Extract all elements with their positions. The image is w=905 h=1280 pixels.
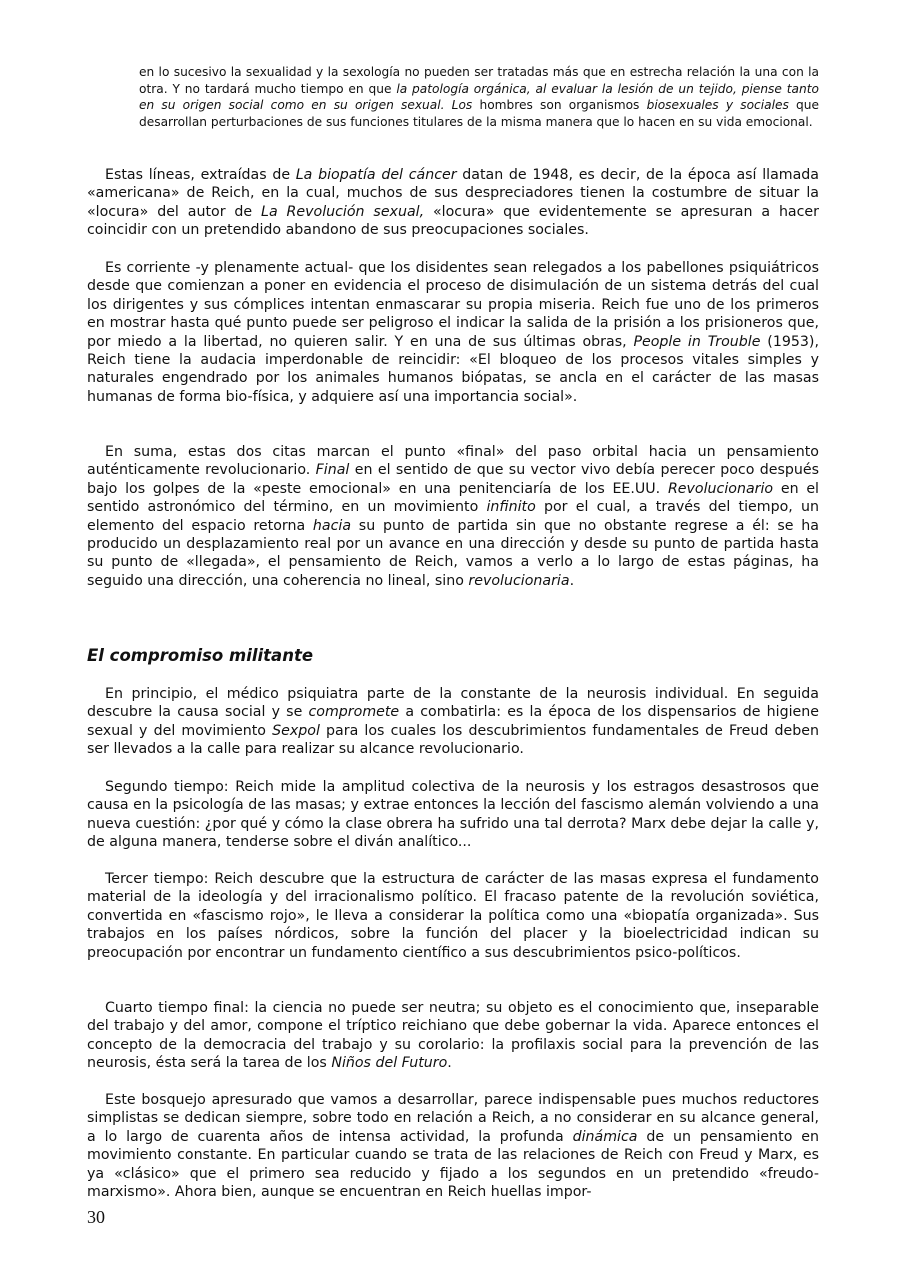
paragraph-text: de un pensamiento en movimiento constante. En particular cuando se trata de las relaciones de Reich con Freud y Marx, es ya «clásico» que el primero sea reducido y fijado a los segundos en un pretendido «freudo-marxismo». Ahora bien, aunque se encuentran en Reich huellas impor-	[87, 1128, 819, 1201]
block-quote	[139, 64, 819, 130]
paragraph-text: (1953), Reich tiene la audacia imperdonable de reincidir: «El bloqueo de los procesos vitales simples y naturales engendrado por los animales humanos biópatas, se ancla en el carácter de las masas humanas de forma bio-física, y adquiere así una importancia social».	[87, 333, 819, 405]
paragraph-text: en el sentido de que su vector vivo debía perecer poco después bajo los golpes de la «peste emocional» en una penitenciaría de los EE.UU.	[87, 462, 819, 497]
paragraph-text: Cuarto tiempo final: la ciencia no puede ser neutra; su objeto es el conocimiento que, inseparable del trabajo y del amor, compone el tríptico reichiano que debe gobernar la vida. Aparece entonces el concepto de la democracia del trabajo y su corolario: la profilaxis social para la prevención de las neurosis, ésta será la tarea de los	[87, 1000, 819, 1072]
paragraph-text: .	[447, 1055, 452, 1072]
paragraph-text: Segundo tiempo: Reich mide la amplitud colectiva de la neurosis y los estragos desastrosos que causa en la psicología de las masas; y extrae entonces la lección del fascismo alemán volviendo a una nueva cuestión: ¿por qué y cómo la clase obrera ha sufrido una tal derrota? Marx debe dejar la calle y, de alguna manera, tenderse sobre el diván analítico...	[87, 779, 819, 851]
italic-text: Niños del Futuro	[331, 1055, 448, 1072]
paragraph-3	[87, 443, 819, 590]
italic-text: Sexpol	[272, 722, 320, 739]
paragraph-1	[87, 166, 819, 240]
paragraph-text: Este bosquejo apresurado que vamos a desarrollar, parece indispensable pues muchos reductores simplistas se dedican siempre, sobre todo en relación a Reich, a no considerar en su alcance general, a lo largo de cuarenta años de intensa actividad, la profunda	[87, 1092, 819, 1145]
italic-text: hacia	[312, 517, 352, 534]
page-number: 30	[87, 1207, 105, 1227]
paragraph-text: Tercer tiempo: Reich descubre que la estructura de carácter de las masas expresa el fundamento material de la ideología y del irracionalismo político. El fracaso patente de la revolución soviética, convertida en «fascismo rojo», le lleva a considerar la política como una «biopatía organizada». Sus trabajos en los países nórdicos, sobre la función del placer y la bioelectricidad indican su preocupación por encontrar un fundamento científico a sus descubrimientos psico-políticos.	[87, 871, 819, 961]
paragraph-text: En suma, estas dos citas marcan el punto «final» del paso orbital hacia un pensamiento auténticamente revolucionario.	[87, 444, 819, 479]
paragraph-8	[87, 1091, 819, 1201]
paragraph-text: Estas líneas, extraídas de	[105, 167, 296, 183]
quote-text: hombres son organismos	[472, 98, 647, 113]
paragraph-text: por el cual, a través del tiempo, un elemento del espacio retorna	[87, 499, 819, 534]
paragraph-text: su punto de partida sin que no obstante regrese a él: se ha producido un desplazamiento real por un avance en una dirección y desde su punto de partida hasta su punto de «llegada», el pensamiento de Reich, vamos a verlo a lo largo de estas páginas, ha seguido una dirección, una coherencia no lineal, sino	[87, 517, 819, 589]
quote-italic-text: biosexuales y sociales	[646, 98, 789, 113]
paragraph-4	[87, 685, 819, 759]
paragraph-text: En principio, el médico psiquiatra parte de la constante de la neurosis individual. En seguida descubre la causa social y se	[87, 686, 819, 721]
paragraph-2	[87, 259, 819, 406]
paragraph-text: datan de 1948, es decir, de la época así llamada «americana» de Reich, en la cual, muchos de sus despreciadores tienen la costumbre de situar la «locura» del autor de	[87, 167, 819, 220]
italic-text: Revolucionario	[667, 480, 774, 497]
paragraph-text: .	[569, 572, 575, 589]
italic-text: dinámica	[572, 1128, 638, 1145]
italic-text: Final	[315, 462, 350, 479]
italic-text: La biopatía del cáncer	[295, 167, 457, 183]
italic-text: compromete	[308, 704, 400, 721]
quote-italic-text: la patología orgánica, al evaluar la lesión de un tejido, piense tanto en su origen social como en su origen sexual. Los	[139, 81, 819, 113]
italic-text: revolucionaria	[468, 572, 570, 589]
italic-text: infinito	[486, 499, 536, 516]
quote-text: que desarrollan perturbaciones de sus funciones titulares de la misma manera que lo hacen en su vida emocional.	[139, 98, 819, 129]
paragraph-text: a combatirla: es la época de los dispensarios de higiene sexual y del movimiento	[87, 704, 819, 739]
paragraph-5	[87, 778, 819, 852]
italic-text: People in Trouble	[633, 333, 761, 350]
paragraph-text: «locura» que evidentemente se apresuran a hacer coincidir con un pretendido abandono de sus preocupaciones sociales.	[87, 203, 819, 239]
paragraph-text: Es corriente -y plenamente actual- que los disidentes sean relegados a los pabellones psiquiátricos desde que comienzan a poner en evidencia el proceso de disimulación de un sistema detrás del cual los dirigentes y sus cómplices intentan enmascarar su propia miseria. Reich fue uno de los primeros en mostrar hasta qué punto puede ser peligroso el indicar la salida de la prisión a los prisioneros que, por miedo a la libertad, no quieren salir. Y en una de sus últimas obras,	[87, 260, 819, 350]
paragraph-7	[87, 999, 819, 1073]
paragraph-6	[87, 870, 819, 962]
quote-text: en lo sucesivo la sexualidad y la sexología no pueden ser tratadas más que en estrecha relación la una con la otra. Y no tardará mucho tiempo en que	[139, 65, 819, 96]
paragraph-text: en el sentido astronómico del término, en un movimiento	[87, 480, 819, 516]
italic-text: La Revolución sexual,	[261, 203, 425, 220]
paragraph-text: para los cuales los descubrimientos fundamentales de Freud deben ser llevados a la calle para realizar su alcance revolucionario.	[87, 722, 819, 758]
section-heading: El compromiso militante	[87, 646, 314, 665]
